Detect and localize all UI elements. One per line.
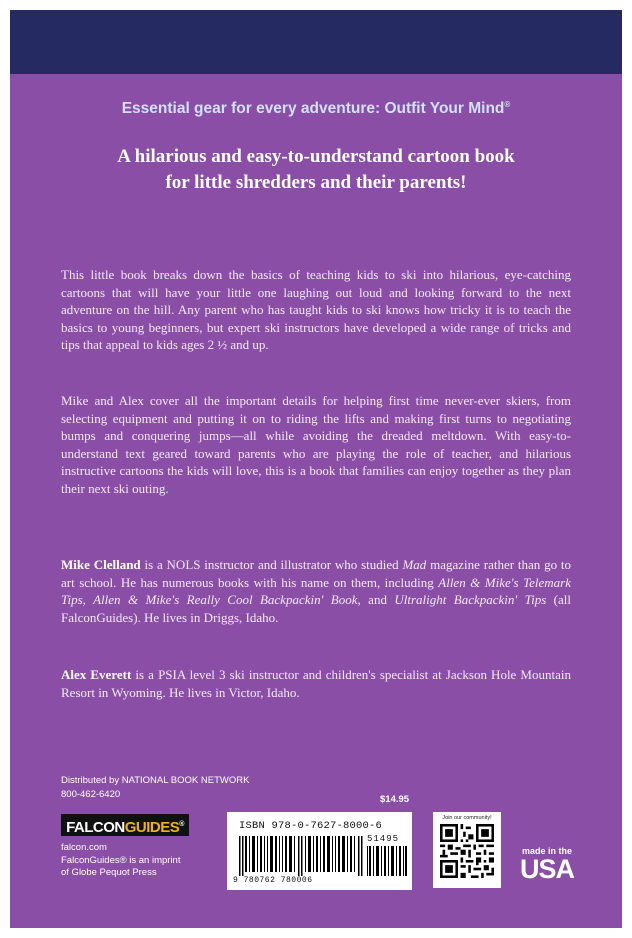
description-paragraph-2: Mike and Alex cover all the important details for helping first time never-ever skiers, from selecting equipment and putting it on to riding the lifts and making first turns to negotiating bumps and conquering jumps—all while avoiding the dreaded meltdown. With easy-to-understand text geared toward parents who are playing the role of teacher, and hilarious instructive cartoons the kids will love, this is a book that families can enjoy together as they plan their next ski outing. [61,393,571,496]
top-color-band [10,10,622,74]
usa-text: USA [519,854,574,884]
publisher-website: falcon.com [61,842,107,853]
headline [50,144,582,196]
made-in-text: made in the [521,846,572,856]
tagline [10,100,622,118]
qr-label: Join our community! [442,815,492,821]
author-bio-mike [61,556,571,626]
author-bio-alex [61,666,571,701]
bio-text: magazine rather than go to art school. He has numerous books with his name on them, including [61,557,571,590]
logo-registered-mark: ® [179,821,184,828]
bio-text: (all FalconGuides). He lives in Driggs, Idaho. [61,592,571,625]
qr-code-panel [433,812,501,888]
headline-line-1: A hilarious and easy-to-understand cartoon book [117,146,515,167]
addon-digits: 51495 [367,834,400,844]
distributor-line: Distributed by NATIONAL BOOK NETWORK [61,775,250,786]
imprint-line-2: of Globe Pequot Press [61,867,157,878]
imprint-line-1: FalconGuides® is an imprint [61,854,181,866]
magazine-title: Mad [402,557,427,572]
description-paragraph-1: This little book breaks down the basics of teaching kids to ski into hilarious, eye-catching cartoons that will have your little one laughing out loud and looking forward to the next adventure on the hill. Any parent who has taught kids to ski knows how tricky it is to teach the basics to young beginners, but expert ski instructors have developed a wide range of tricks and tips that appeal to kids ages 2 ½ and up. [61,267,571,353]
tagline-text: Essential gear for every adventure: Outfit Your Mind [121,100,505,118]
registered-mark: ® [504,100,511,109]
author-name-mike: Mike Clelland [61,557,141,572]
ean-digits: 9 780762 780006 [233,876,313,885]
price-label: $14.95 [380,794,410,805]
logo-word-guides: GUIDES [124,819,180,836]
made-in-usa-badge [517,846,577,882]
ean-barcode-bars [239,836,363,876]
bio-text: is a PSIA level 3 ski instructor and children's specialist at Jackson Hole Mountain Resort in Wyoming. He lives in Victor, Idaho. [61,667,571,700]
isbn-barcode [227,812,412,890]
qr-code-icon [440,824,494,878]
distributor-phone: 800-462-6420 [61,789,121,800]
isbn-number: ISBN 978-0-7627-8000-6 [239,820,383,832]
book-title: Ultralight Backpackin' Tips [394,592,547,608]
distribution-info [61,774,249,802]
bio-text: and [360,592,395,608]
back-cover [10,10,622,928]
price-addon-bars [367,846,407,876]
publisher-info [61,842,180,880]
book-titles: Allen & Mike's Telemark Tips, Allen & Mike's Really Cool Backpackin' Book, [61,574,571,608]
falconguides-logo [61,814,189,836]
bio-text: is a NOLS instructor and illustrator who studied [140,557,403,572]
headline-line-2: for little shredders and their parents! [165,172,467,193]
logo-word-falcon: FALCON [66,819,125,836]
author-name-alex: Alex Everett [61,667,132,682]
